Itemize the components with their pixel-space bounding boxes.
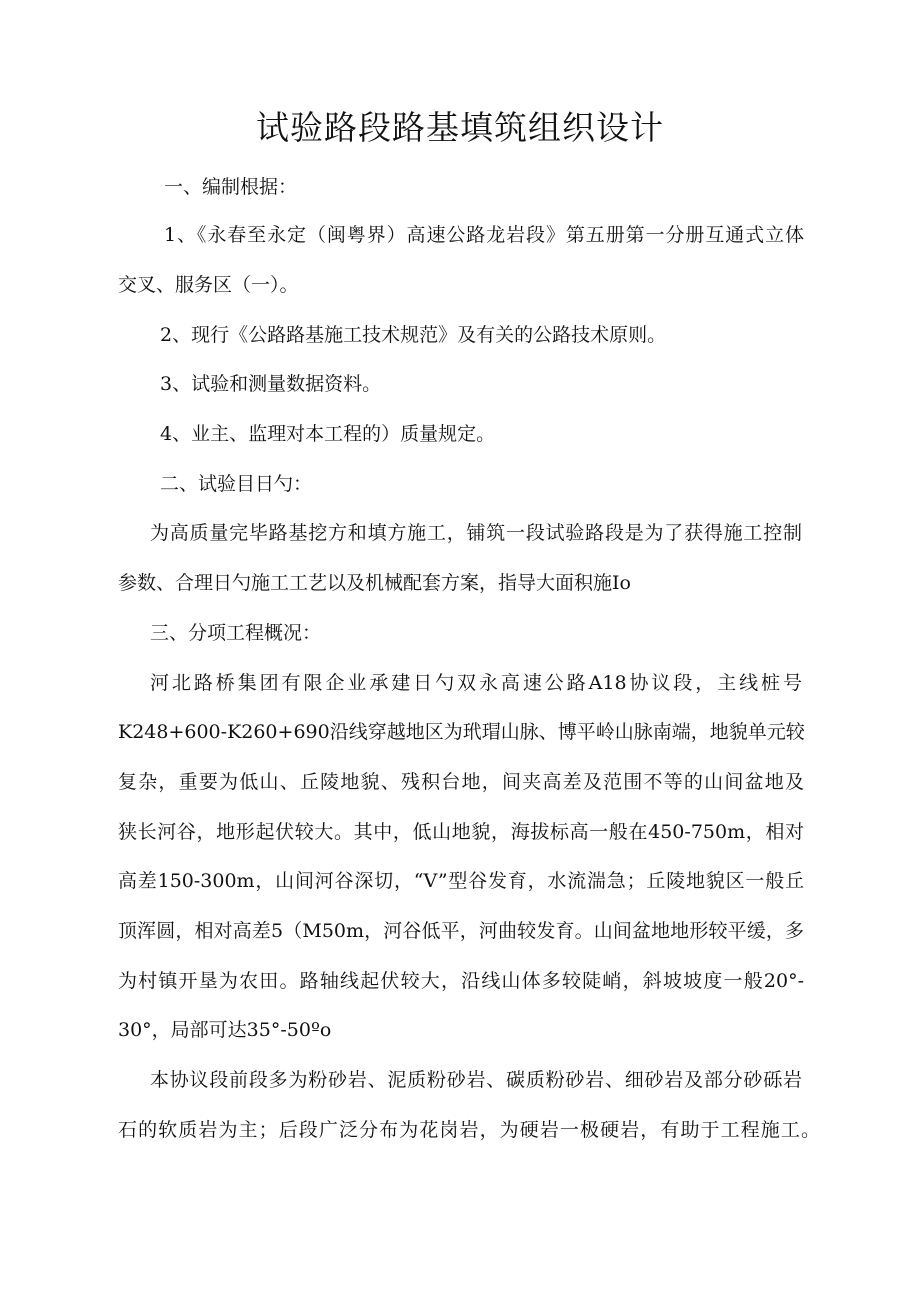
paragraph-line: 复杂，重要为低山、丘陵地貌、残积台地，间夹高差及范围不等的山间盆地及 (118, 771, 804, 793)
paragraph-line: 1、《永春至永定（闽粤界）高速公路龙岩段》第五册第一分册互通式立体 (164, 224, 804, 246)
paragraph-line: 4、业主、监理对本工程的）质量规定。 (160, 423, 496, 445)
paragraph-line: 2、现行《公路路基施工技术规范》及有关的公路技术原则。 (160, 324, 667, 346)
paragraph-line: 3、试验和测量数据资料。 (160, 373, 382, 395)
paragraph-line: 石的软质岩为主；后段广泛分布为花岗岩，为硬岩一极硬岩，有助于工程施工。 (118, 1119, 820, 1141)
paragraph-line: 为高质量完毕路基挖方和填方施工，铺筑一段试验路段是为了获得施工控制 (150, 522, 802, 544)
paragraph-line: 顶浑圆，相对高差5（M50m，河谷低平，河曲较发育。山间盆地地形较平缓，多 (118, 920, 804, 942)
document-title: 试验路段路基填筑组织设计 (256, 108, 664, 147)
paragraph-line: K248+600-K260+690沿线穿越地区为玳瑁山脉、博平岭山脉南端，地貌单元较 (118, 721, 805, 743)
paragraph-line: 本协议段前段多为粉砂岩、泥质粉砂岩、碳质粉砂岩、细砂岩及部分砂砾岩 (150, 1069, 802, 1091)
section-heading-basis: 一、编制根据： (164, 176, 298, 198)
paragraph-line: 交叉、服务区（一）。 (118, 274, 299, 296)
paragraph-line: 狭长河谷，地形起伏较大。其中，低山地貌，海拔标高一般在450-750m，相对 (118, 821, 804, 843)
section-heading-purpose: 二、试验目日勺： (160, 473, 313, 495)
section-heading-overview: 三、分项工程概况： (150, 622, 322, 644)
paragraph-line: 高差150-300m，山间河谷深切，“V”型谷发育，水流湍急；丘陵地貌区一般丘 (118, 870, 804, 892)
paragraph-line: 30°，局部可达35°-50ºo (118, 1019, 332, 1041)
paragraph-line: 参数、合理日勺施工工艺以及机械配套方案，指导大面积施Io (118, 572, 631, 594)
paragraph-line: 河北路桥集团有限企业承建日勺双永高速公路A18协议段，主线桩号 (150, 672, 802, 694)
paragraph-line: 为村镇开垦为农田。路轴线起伏较大，沿线山体多较陡峭，斜坡坡度一般20°- (118, 970, 804, 992)
